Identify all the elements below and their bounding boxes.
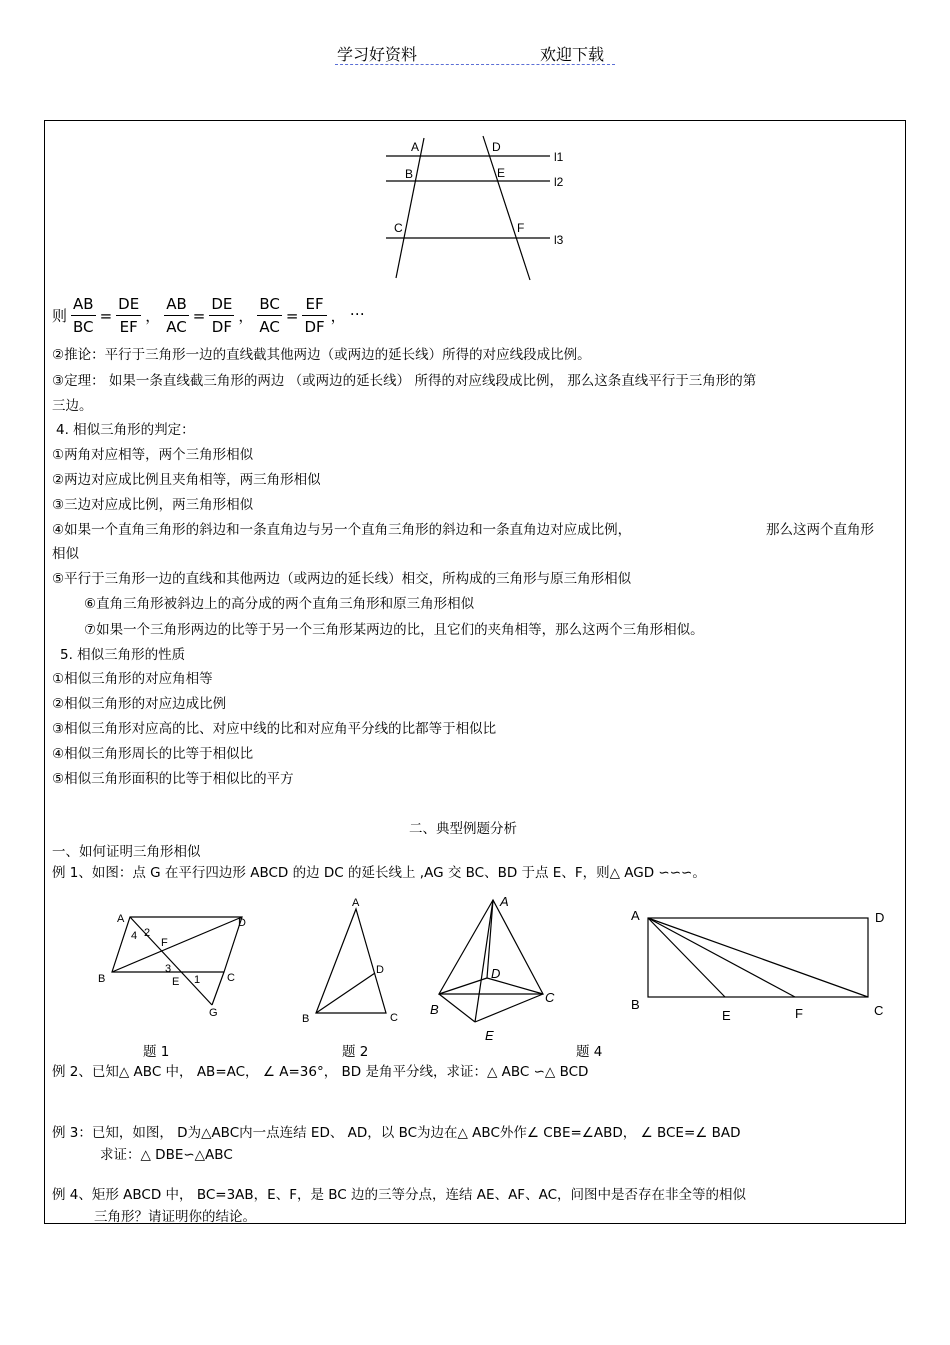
header-left: 学习好资料 (337, 45, 418, 64)
fraction: $\frac{DE}{DF}$ (211, 295, 233, 336)
fig3-label: A (500, 894, 509, 909)
fraction: $\frac{EF}{DF}$ (304, 295, 325, 336)
equals: = (285, 306, 299, 325)
fig3-label: B (430, 1002, 439, 1017)
fig2-label: B (302, 1013, 310, 1025)
fig1-label: A (117, 913, 125, 925)
section-heading: 4. 相似三角形的判定： (56, 422, 195, 438)
text-line: ⑥直角三角形被斜边上的高分成的两个直角三角形和原三角形相似 (84, 596, 475, 612)
text-line: ⑦如果一个三角形两边的比等于另一个三角形某两边的比，且它们的夹角相等，那么这两个三角形相似。 (84, 622, 704, 638)
fig1-label: F (161, 937, 168, 949)
section-title: 二、典型例题分析 (409, 821, 517, 837)
fig1-label: B (98, 973, 106, 985)
text-line: ③定理： 如果一条直线截三角形的两边 （或两边的延长线） 所得的对应线段成比例， 那么这条直线平行于三角形的第 (52, 373, 757, 389)
example-4: 例 4、矩形 ABCD 中， BC=3AB，E、F，是 BC 边的三等分点，连结 AE、AF、AC，问图中是否存在非全等的相似 (52, 1187, 746, 1203)
fig-label: E (497, 166, 506, 180)
text-line: ④如果一个直角三角形的斜边和一条直角边与另一个直角三角形的斜边和一条直角边对应成比例， (52, 522, 632, 538)
comma: ， (238, 307, 254, 325)
fig-label: l3 (554, 233, 564, 247)
text-line: 一、如何证明三角形相似 (52, 844, 201, 860)
equals: = (192, 306, 206, 325)
fig1-label: 3 (165, 963, 172, 975)
fraction: $\frac{BC}{AC}$ (259, 295, 280, 336)
fig1-label: 2 (144, 927, 151, 939)
text-line: ⑤相似三角形面积的比等于相似比的平方 (52, 771, 294, 787)
ratio-prefix: 则 (52, 307, 68, 325)
example-4-cont: 三角形？请证明你的结论。 (94, 1209, 256, 1225)
fig2-label: A (352, 897, 360, 909)
figure-4 (625, 905, 895, 1025)
comma: ， (330, 307, 346, 325)
text-line: ③三边对应成比例，两三角形相似 (52, 497, 254, 513)
fig3-label: C (545, 990, 555, 1005)
header-right: 欢迎下载 (540, 45, 605, 64)
fig1-label: D (238, 917, 246, 929)
fig1-label: C (227, 972, 235, 984)
text-line: ②推论：平行于三角形一边的直线截其他两边（或两边的延长线）所得的对应线段成比例。 (52, 347, 591, 363)
fraction: $\frac{AB}{BC}$ (73, 295, 94, 336)
fig3-label: E (485, 1028, 494, 1043)
fig-label: A (411, 140, 420, 154)
figure-2 (298, 895, 408, 1030)
text-line: ①相似三角形的对应角相等 (52, 671, 213, 687)
fig1-label: 1 (194, 974, 201, 986)
fig-label: C (394, 221, 403, 235)
text-line: ④相似三角形周长的比等于相似比 (52, 746, 254, 762)
comma: ， (145, 307, 161, 325)
fraction: $\frac{AB}{AC}$ (166, 295, 187, 336)
fig1-label: 4 (131, 930, 138, 942)
fraction: $\frac{DE}{EF}$ (118, 295, 140, 336)
fig4-label: C (874, 1003, 884, 1018)
figure-3 (425, 890, 565, 1045)
text-line: 相似 (52, 546, 79, 562)
text-line: ③相似三角形对应高的比、对应中线的比和对应角平分线的比都等于相似比 (52, 721, 497, 737)
fig-label: F (517, 221, 525, 235)
ratio-equation (52, 293, 365, 338)
caption-1: 题 1 (143, 1044, 170, 1060)
fig1-label: G (209, 1007, 218, 1019)
page-header (335, 42, 615, 65)
fig4-label: F (795, 1006, 803, 1021)
caption-4: 题 4 (576, 1044, 603, 1060)
fig4-label: E (722, 1008, 731, 1023)
example-2: 例 2、已知△ ABC 中， AB=AC， ∠ A=36°， BD 是角平分线，求证：△ ABC ∽△ BCD (52, 1064, 589, 1080)
caption-2: 题 2 (342, 1044, 369, 1060)
example-3: 例 3：已知，如图， D为△ABC内一点连结 ED、 AD，以 BC为边在△ ABC外作∠ CBE=∠ABD， ∠ BCE=∠ BAD (52, 1125, 741, 1141)
fig2-label: C (390, 1012, 398, 1024)
text-line: ②两边对应成比例且夹角相等，两三角形相似 (52, 472, 321, 488)
section-heading: 5. 相似三角形的性质 (60, 647, 186, 663)
parallel-lines-figure (380, 130, 580, 285)
fig-label: B (405, 167, 414, 181)
fig-label: l1 (554, 150, 564, 164)
fig4-label: A (631, 908, 640, 923)
fig4-label: B (631, 997, 640, 1012)
text-line: 那么这两个直角形 (766, 522, 874, 538)
equals: = (99, 306, 113, 325)
ellipsis: … (349, 300, 365, 319)
fig3-label: D (491, 966, 501, 981)
text-line: 三边。 (52, 398, 93, 414)
fig2-label: D (376, 964, 384, 976)
fig-label: D (492, 140, 501, 154)
text-line: ⑤平行于三角形一边的直线和其他两边（或两边的延长线）相交，所构成的三角形与原三角形相似 (52, 571, 632, 587)
text-line: ①两角对应相等，两个三角形相似 (52, 447, 254, 463)
figure-1 (92, 905, 262, 1020)
fig-label: l2 (554, 175, 564, 189)
fig1-label: E (172, 976, 180, 988)
example-1: 例 1、如图：点 G 在平行四边形 ABCD 的边 DC 的延长线上 ,AG 交 BC、BD 于点 E、F，则△ AGD ∽∽∽。 (52, 865, 706, 881)
example-3-proof: 求证：△ DBE∽△ABC (100, 1147, 233, 1163)
text-line: ②相似三角形的对应边成比例 (52, 696, 227, 712)
fig4-label: D (875, 910, 885, 925)
